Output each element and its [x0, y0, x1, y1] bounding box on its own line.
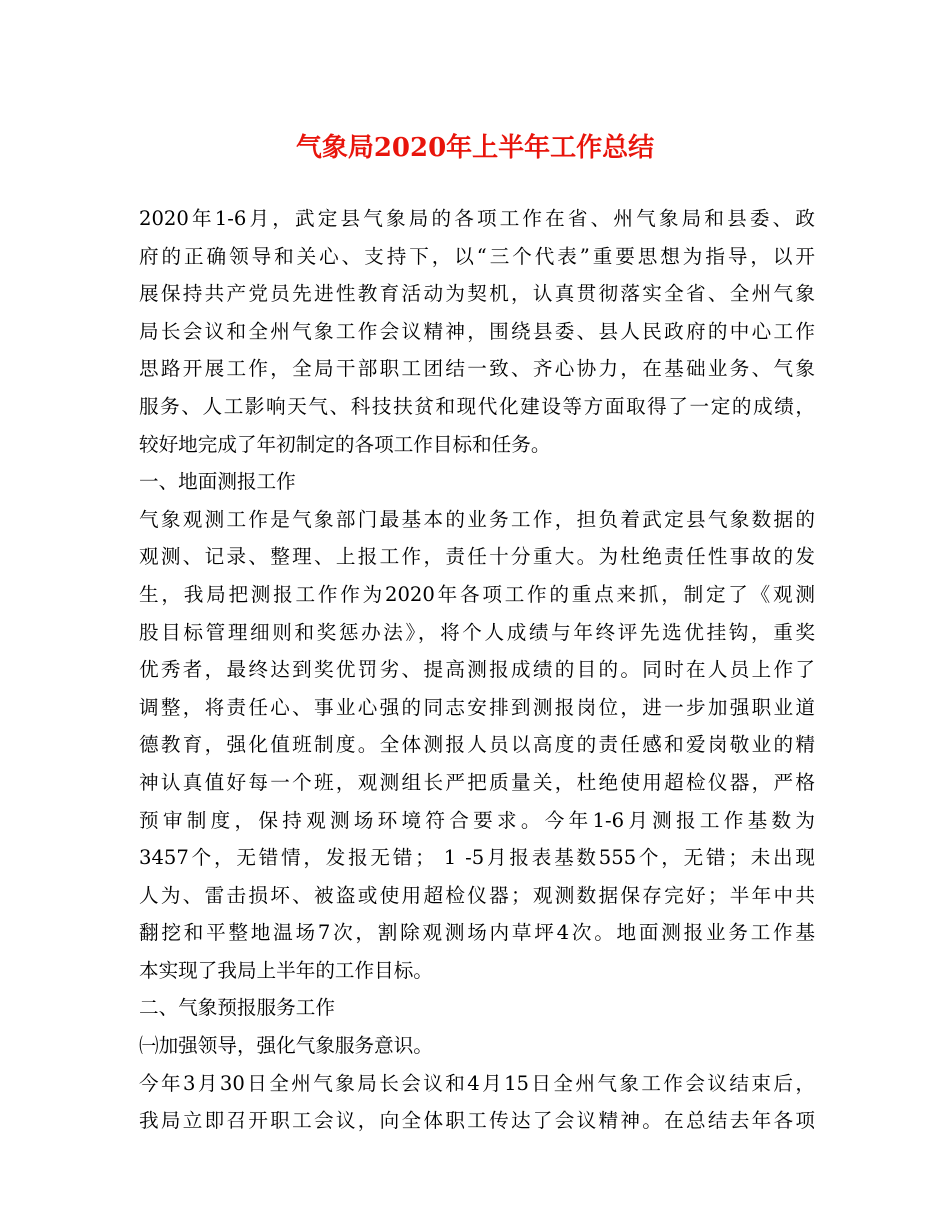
paragraph-line: 股目标管理细则和奖惩办法》，将个人成绩与年终评先选优挂钩，重奖: [139, 620, 815, 644]
paragraph-line: 翻挖和平整地温场7次，割除观测场内草坪4次。地面测报业务工作基: [139, 921, 815, 945]
paragraph-line: 预审制度，保持观测场环境符合要求。今年1-6月测报工作基数为: [139, 808, 815, 832]
paragraph-line: 思路开展工作，全局干部职工团结一致、齐心协力，在基础业务、气象: [139, 357, 815, 381]
paragraph-line: 3457个，无错情，发报无错； 1 -5月报表基数555个，无错；未出现: [139, 846, 815, 870]
paragraph-line: 府的正确领导和关心、支持下，以“三个代表”重要思想为指导，以开: [139, 244, 815, 268]
paragraph-line: 局长会议和全州气象工作会议精神，围绕县委、县人民政府的中心工作: [139, 319, 815, 343]
paragraph-line: 今年3月30日全州气象局长会议和4月15日全州气象工作会议结束后，: [139, 1071, 815, 1095]
paragraph-line: 优秀者，最终达到奖优罚劣、提高测报成绩的目的。同时在人员上作了: [139, 658, 815, 682]
section-heading: 一、地面测报工作: [139, 470, 296, 494]
paragraph-line: 我局立即召开职工会议，向全体职工传达了会议精神。在总结去年各项: [139, 1109, 815, 1133]
section-heading: 二、气象预报服务工作: [139, 996, 335, 1020]
paragraph-line: 人为、雷击损坏、被盗或使用超检仪器；观测数据保存完好；半年中共: [139, 883, 815, 907]
paragraph-line: 气象观测工作是气象部门最基本的业务工作，担负着武定县气象数据的: [139, 507, 815, 531]
paragraph-line: 2020年1-6月，武定县气象局的各项工作在省、州气象局和县委、政: [139, 207, 815, 230]
paragraph-line: 服务、人工影响天气、科技扶贫和现代化建设等方面取得了一定的成绩，: [139, 394, 815, 418]
document-title: 气象局2020年上半年工作总结: [295, 133, 655, 163]
subsection-heading: ㈠加强领导，强化气象服务意识。: [139, 1034, 433, 1058]
paragraph-line: 神认真值好每一个班，观测组长严把质量关，杜绝使用超检仪器，严格: [139, 770, 815, 794]
paragraph-line: 观测、记录、整理、上报工作，责任十分重大。为杜绝责任性事故的发: [139, 545, 815, 569]
paragraph-line: 调整，将责任心、事业心强的同志安排到测报岗位，进一步加强职业道: [139, 695, 815, 719]
paragraph-line: 较好地完成了年初制定的各项工作目标和任务。: [139, 432, 551, 456]
document-body: [139, 200, 815, 1140]
paragraph-line: 展保持共产党员先进性教育活动为契机，认真贯彻落实全省、全州气象: [139, 282, 815, 306]
paragraph-line: 生，我局把测报工作作为2020年各项工作的重点来抓，制定了《观测: [139, 582, 815, 606]
paragraph-line: 德教育，强化值班制度。全体测报人员以高度的责任感和爱岗敬业的精: [139, 733, 815, 757]
paragraph-line: 本实现了我局上半年的工作目标。: [139, 958, 433, 982]
